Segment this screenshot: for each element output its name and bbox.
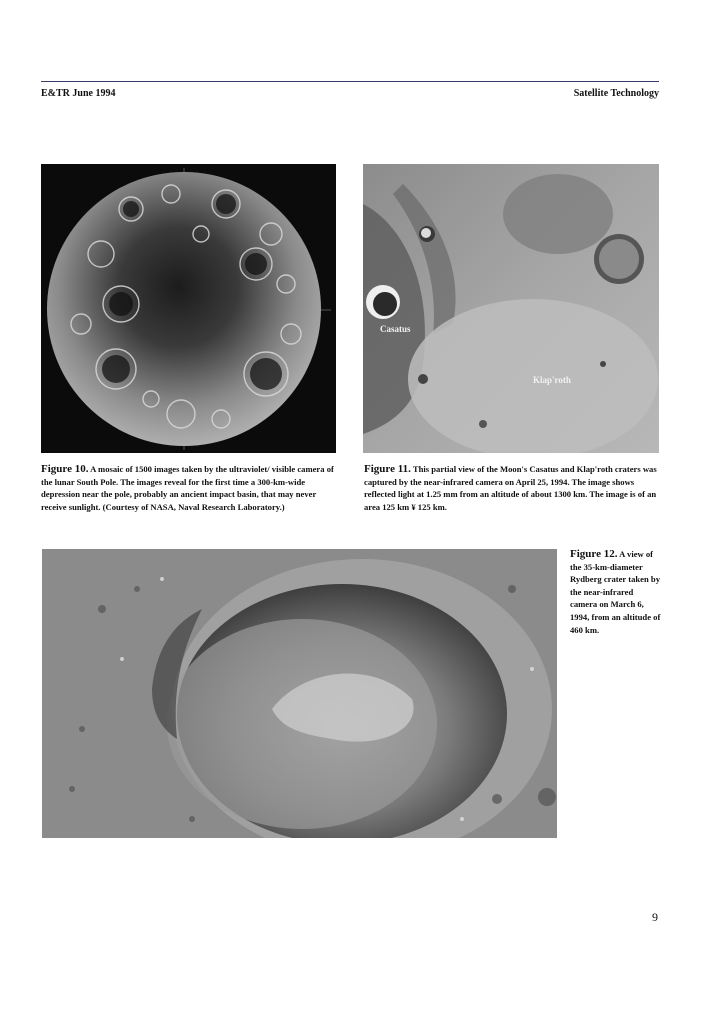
figure-11-caption-text: This partial view of the Moon's Casatus and Klap'roth craters was captured by the near-infrared camera on April 25, 1994. The image shows reflected light at 1.25 mm from an altitude of about 1300 km. The image is of an area 125 km ¥ 125 km. bbox=[364, 464, 657, 512]
figure-10-caption-text: A mosaic of 1500 images taken by the ultraviolet/ visible camera of the lunar South Pole. The images reveal for the first time a 300-km-wide depression near the pole, probably an ancient impact basin, that may never receive sunlight. (Courtesy of NASA, Naval Research Laboratory.) bbox=[41, 464, 334, 512]
figure-10-label: Figure 10. bbox=[41, 463, 89, 475]
figure-11-casatus-klaproth-image bbox=[363, 164, 659, 453]
figure-11-caption bbox=[364, 463, 660, 513]
header-section-title: Satellite Technology bbox=[573, 88, 659, 99]
klaproth-label: Klap'roth bbox=[533, 375, 571, 385]
figure-10-caption bbox=[41, 463, 337, 513]
figure-12-label: Figure 12. bbox=[570, 548, 618, 560]
figure-12-rydberg-crater-image bbox=[42, 549, 557, 838]
figure-12-caption-text: A view of the 35-km-diameter Rydberg crater taken by the near-infrared camera on March 6, 1994, from an altitude of 460 km. bbox=[570, 549, 661, 635]
figure-12-caption bbox=[570, 548, 662, 636]
header-journal-date: E&TR June 1994 bbox=[41, 88, 116, 99]
figure-10-south-pole-mosaic bbox=[41, 164, 336, 453]
header-rule bbox=[41, 81, 659, 82]
figure-11-label: Figure 11. bbox=[364, 463, 411, 475]
casatus-label: Casatus bbox=[380, 324, 411, 334]
page-number: 9 bbox=[652, 910, 658, 924]
